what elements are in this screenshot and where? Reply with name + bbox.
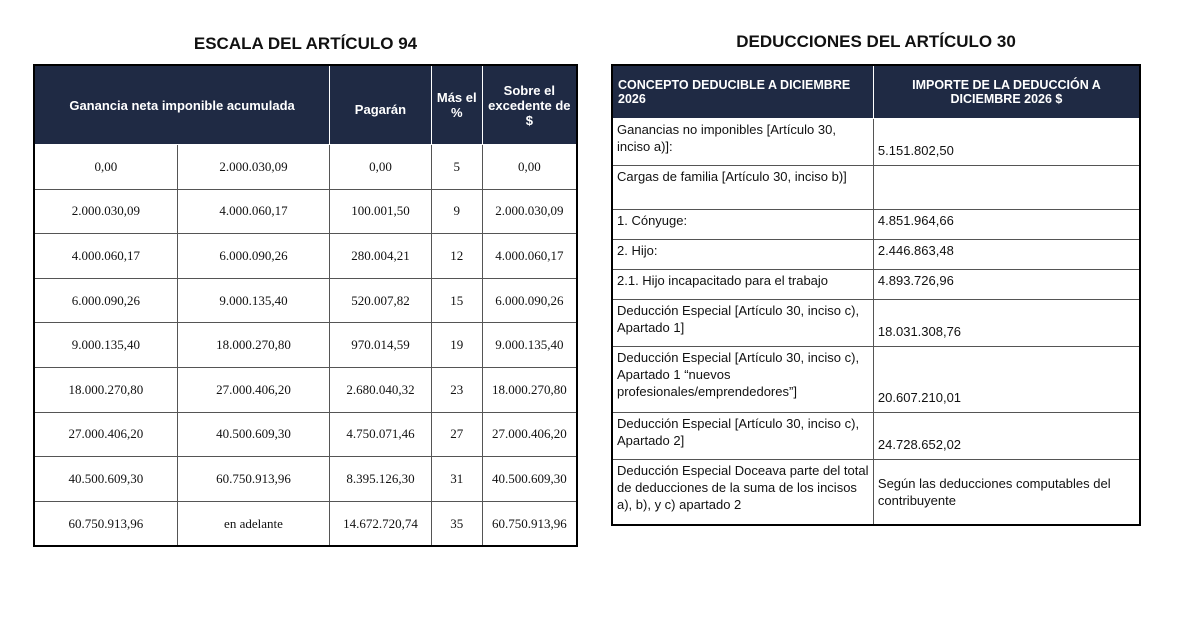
concept-cell: 1. Cónyuge:	[612, 210, 873, 240]
table-row	[34, 501, 577, 546]
hasta-cell: 60.750.913,96	[177, 457, 329, 502]
header-importe: IMPORTE DE LA DEDUCCIÓN A DICIEMBRE 2026 $	[873, 65, 1140, 119]
table-row	[612, 166, 1140, 210]
amount-cell: 24.728.652,02	[873, 413, 1140, 460]
table-row	[34, 278, 577, 323]
porcentaje-cell: 31	[431, 457, 482, 502]
excedente-cell: 9.000.135,40	[482, 323, 577, 368]
excedente-cell: 4.000.060,17	[482, 234, 577, 279]
concept-cell: Deducción Especial [Artículo 30, inciso c), Apartado 1]	[612, 300, 873, 347]
amount-cell	[873, 166, 1140, 210]
table-row	[612, 300, 1140, 347]
deductions-table-title: DEDUCCIONES DEL ARTÍCULO 30	[736, 32, 1016, 51]
concept-cell: Deducción Especial [Artículo 30, inciso c), Apartado 1 “nuevos profesionales/emprendedores”]	[612, 347, 873, 413]
hasta-cell: 4.000.060,17	[177, 189, 329, 234]
pagaran-cell: 970.014,59	[330, 323, 432, 368]
scale-table-title: ESCALA DEL ARTÍCULO 94	[193, 34, 418, 53]
hasta-cell: 40.500.609,30	[177, 412, 329, 457]
table-row	[34, 234, 577, 279]
desde-cell: 0,00	[34, 145, 177, 190]
header-sobre-excedente: Sobre el excedente de $	[482, 65, 577, 145]
porcentaje-cell: 27	[431, 412, 482, 457]
header-ganancia: Ganancia neta imponible acumulada	[34, 65, 330, 145]
header-concepto: CONCEPTO DEDUCIBLE A DICIEMBRE 2026	[612, 65, 873, 119]
table-row	[612, 240, 1140, 270]
table-row	[34, 145, 577, 190]
table-row	[34, 457, 577, 502]
table-row	[612, 460, 1140, 525]
concept-cell: Cargas de familia [Artículo 30, inciso b)]	[612, 166, 873, 210]
deductions-header-row	[612, 65, 1140, 119]
excedente-cell: 0,00	[482, 145, 577, 190]
pagaran-cell: 100.001,50	[330, 189, 432, 234]
porcentaje-cell: 35	[431, 501, 482, 546]
pagaran-cell: 4.750.071,46	[330, 412, 432, 457]
excedente-cell: 18.000.270,80	[482, 367, 577, 412]
porcentaje-cell: 12	[431, 234, 482, 279]
amount-cell: 20.607.210,01	[873, 347, 1140, 413]
header-pagaran: Pagarán	[330, 65, 432, 145]
hasta-cell: 9.000.135,40	[177, 278, 329, 323]
excedente-cell: 40.500.609,30	[482, 457, 577, 502]
desde-cell: 9.000.135,40	[34, 323, 177, 368]
pagaran-cell: 2.680.040,32	[330, 367, 432, 412]
table-row	[612, 347, 1140, 413]
porcentaje-cell: 19	[431, 323, 482, 368]
concept-cell: Deducción Especial [Artículo 30, inciso c), Apartado 2]	[612, 413, 873, 460]
hasta-cell: 6.000.090,26	[177, 234, 329, 279]
concept-cell: Ganancias no imponibles [Artículo 30, inciso a)]:	[612, 119, 873, 166]
amount-cell: 4.893.726,96	[873, 270, 1140, 300]
desde-cell: 4.000.060,17	[34, 234, 177, 279]
hasta-cell: 27.000.406,20	[177, 367, 329, 412]
pagaran-cell: 280.004,21	[330, 234, 432, 279]
desde-cell: 6.000.090,26	[34, 278, 177, 323]
desde-cell: 18.000.270,80	[34, 367, 177, 412]
table-row	[34, 412, 577, 457]
excedente-cell: 6.000.090,26	[482, 278, 577, 323]
hasta-cell: 2.000.030,09	[177, 145, 329, 190]
concept-cell: 2.1. Hijo incapacitado para el trabajo	[612, 270, 873, 300]
amount-cell: 18.031.308,76	[873, 300, 1140, 347]
pagaran-cell: 14.672.720,74	[330, 501, 432, 546]
table-row	[612, 119, 1140, 166]
porcentaje-cell: 23	[431, 367, 482, 412]
table-row	[34, 323, 577, 368]
porcentaje-cell: 5	[431, 145, 482, 190]
table-row	[34, 189, 577, 234]
amount-cell: Según las deducciones computables del contribuyente	[873, 460, 1140, 525]
deductions-table	[611, 64, 1141, 526]
desde-cell: 27.000.406,20	[34, 412, 177, 457]
porcentaje-cell: 15	[431, 278, 482, 323]
concept-cell: 2. Hijo:	[612, 240, 873, 270]
amount-cell: 5.151.802,50	[873, 119, 1140, 166]
scale-table	[33, 64, 578, 547]
desde-cell: 40.500.609,30	[34, 457, 177, 502]
hasta-cell: en adelante	[177, 501, 329, 546]
desde-cell: 60.750.913,96	[34, 501, 177, 546]
porcentaje-cell: 9	[431, 189, 482, 234]
pagaran-cell: 520.007,82	[330, 278, 432, 323]
table-row	[612, 413, 1140, 460]
amount-cell: 4.851.964,66	[873, 210, 1140, 240]
table-row	[612, 270, 1140, 300]
table-row	[34, 367, 577, 412]
desde-cell: 2.000.030,09	[34, 189, 177, 234]
scale-header-row	[34, 65, 577, 145]
amount-cell: 2.446.863,48	[873, 240, 1140, 270]
table-row	[612, 210, 1140, 240]
hasta-cell: 18.000.270,80	[177, 323, 329, 368]
concept-cell: Deducción Especial Doceava parte del total de deducciones de la suma de los incisos a), b), y c) apartado 2	[612, 460, 873, 525]
header-mas-el-porcentaje: Más el %	[431, 65, 482, 145]
pagaran-cell: 8.395.126,30	[330, 457, 432, 502]
excedente-cell: 27.000.406,20	[482, 412, 577, 457]
excedente-cell: 2.000.030,09	[482, 189, 577, 234]
pagaran-cell: 0,00	[330, 145, 432, 190]
excedente-cell: 60.750.913,96	[482, 501, 577, 546]
